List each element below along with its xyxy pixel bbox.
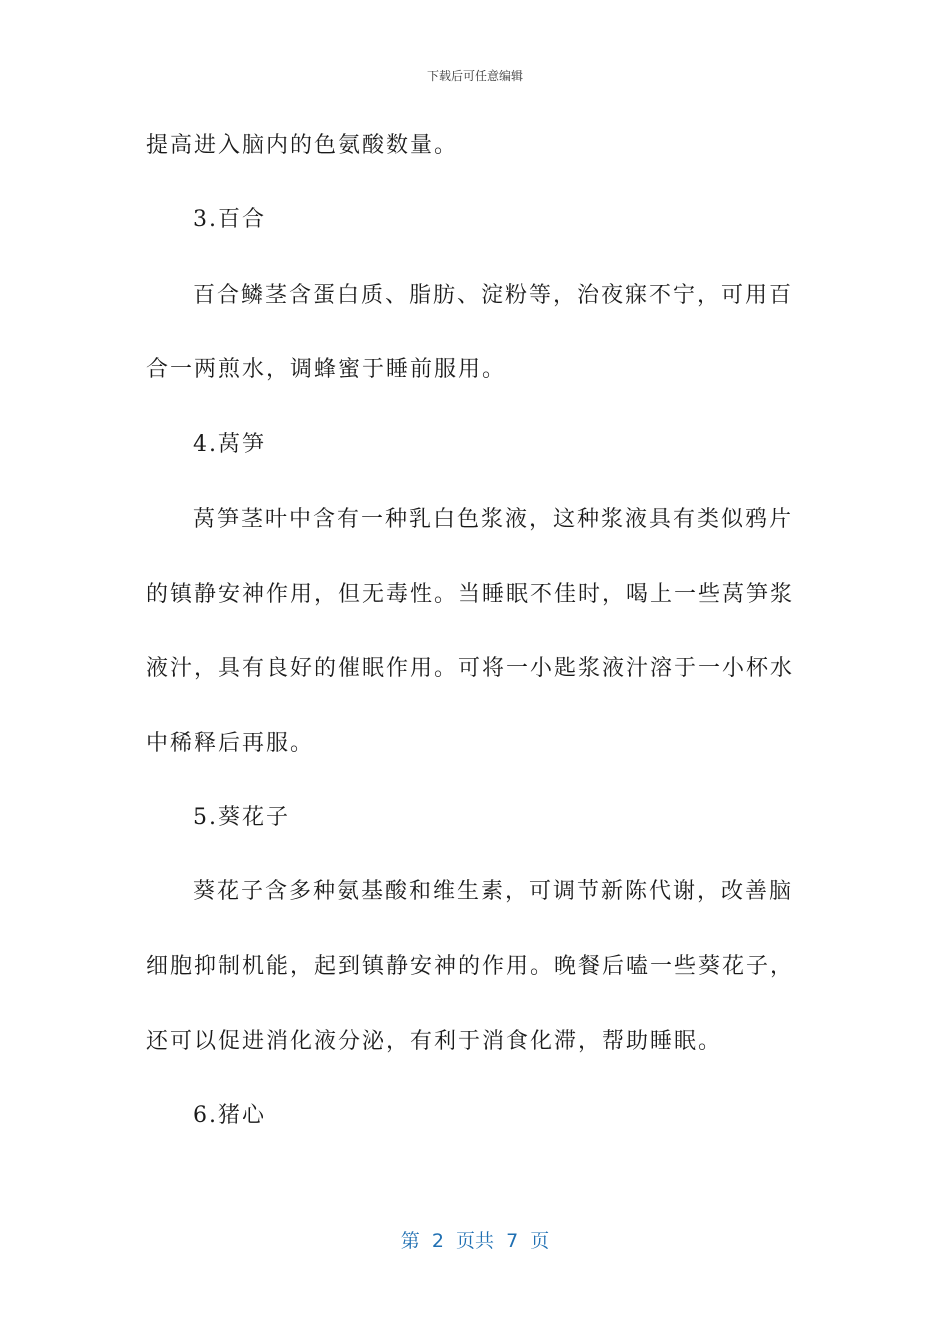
section-heading: 4.莴笋	[193, 432, 266, 457]
body-line: 提高进入脑内的色氨酸数量。	[146, 133, 459, 158]
body-line: 的镇静安神作用，但无毒性。当睡眠不佳时，喝上一些莴笋浆	[146, 582, 795, 607]
section-heading: 5.葵花子	[193, 805, 290, 830]
header-note: 下载后可任意编辑	[426, 69, 523, 83]
section-heading: 3.百合	[193, 207, 266, 232]
body-line: 葵花子含多种氨基酸和维生素，可调节新陈代谢，改善脑	[193, 879, 794, 904]
body-line: 还可以促进消化液分泌，有利于消食化滞，帮助睡眠。	[146, 1029, 723, 1054]
body-line: 合一两煎水，调蜂蜜于睡前服用。	[146, 357, 507, 382]
body-line: 中稀释后再服。	[146, 731, 315, 756]
body-line: 百合鳞茎含蛋白质、脂肪、淀粉等，治夜寐不宁，可用百	[193, 283, 794, 308]
body-line: 细胞抑制机能，起到镇静安神的作用。晚餐后嗑一些葵花子，	[146, 954, 795, 979]
section-heading: 6.猪心	[193, 1103, 266, 1128]
page-number-footer: 第 2 页共 7 页	[400, 1230, 550, 1252]
body-line: 液汁，具有良好的催眠作用。可将一小匙浆液汁溶于一小杯水	[146, 656, 795, 681]
body-line: 莴笋茎叶中含有一种乳白色浆液，这种浆液具有类似鸦片	[193, 507, 794, 532]
